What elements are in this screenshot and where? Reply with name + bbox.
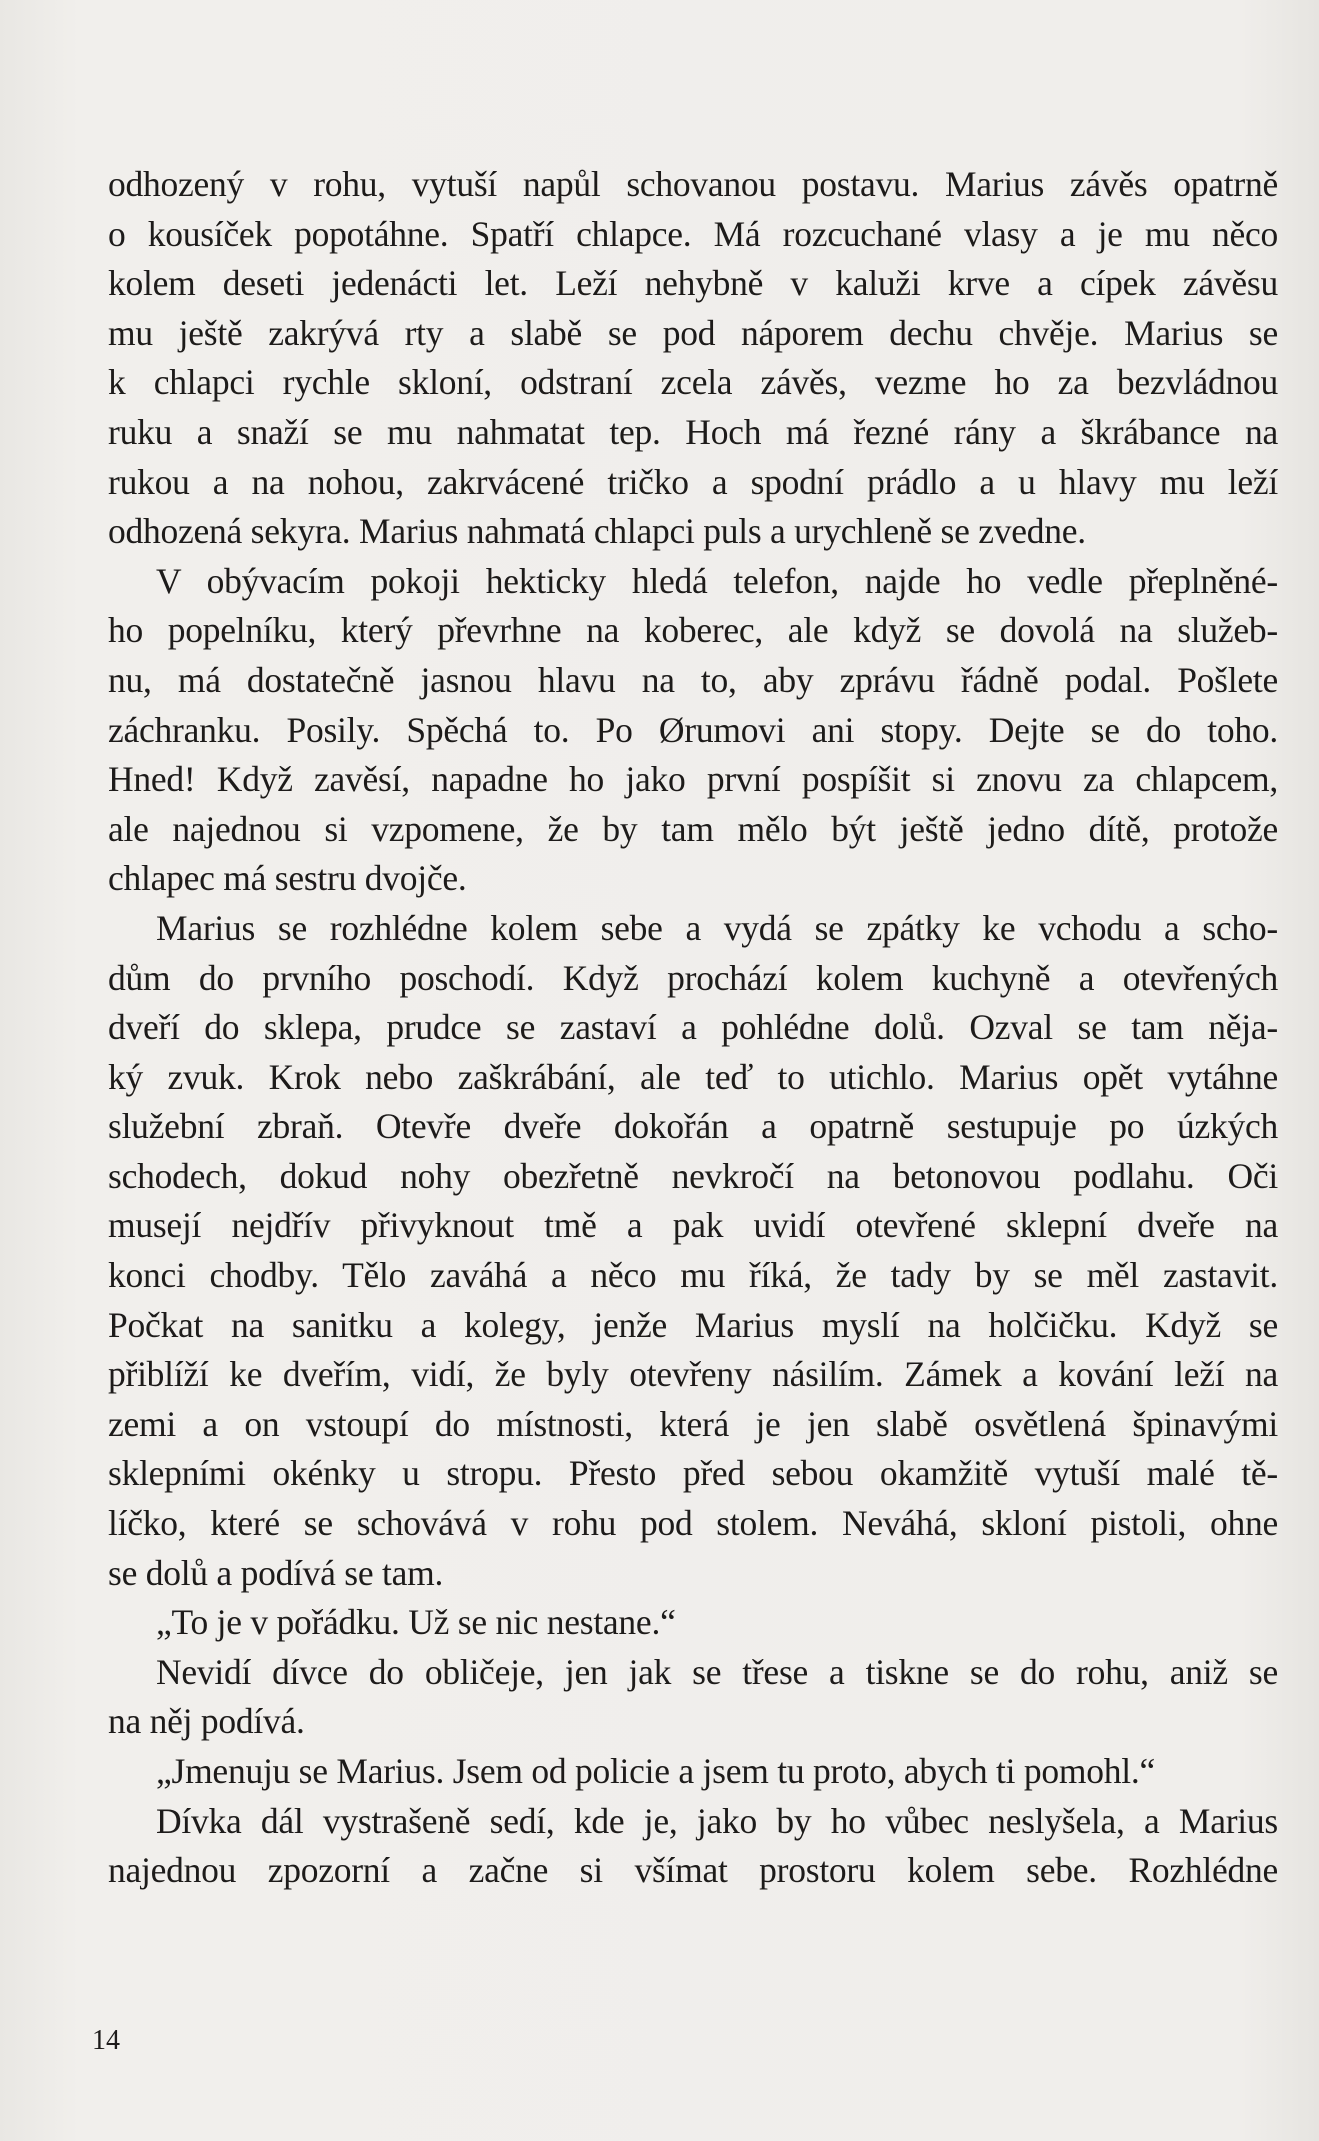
text-line: líčko, které se schovává v rohu pod stolem. Neváhá, skloní pistoli, ohne — [108, 1503, 1278, 1544]
text-line: Nevidí dívce do obličeje, jen jak se třese a tiskne se do rohu, aniž se — [156, 1651, 1278, 1692]
text-line: ruku a snaží se mu nahmatat tep. Hoch má řezné rány a škrábance na — [108, 411, 1278, 452]
page-number: 14 — [92, 2025, 120, 2056]
text-line: „To je v pořádku. Už se nic nestane.“ — [156, 1602, 676, 1643]
text-line: mu ještě zakrývá rty a slabě se pod náporem dechu chvěje. Marius se — [108, 312, 1278, 353]
text-line: schodech, dokud nohy obezřetně nevkročí na betonovou podlahu. Oči — [108, 1155, 1278, 1196]
paragraph — [108, 1797, 1278, 1896]
text-line: kolem deseti jedenácti let. Leží nehybně v kaluži krve a cípek závěsu — [108, 263, 1278, 304]
text-line: Hned! Když zavěsí, napadne ho jako první pospíšit si znovu za chlapcem, — [108, 759, 1278, 800]
text-line: k chlapci rychle skloní, odstraní zcela závěs, vezme ho za bezvládnou — [108, 362, 1278, 403]
text-line: na něj podívá. — [108, 1701, 305, 1742]
text-line: najednou zpozorní a začne si všímat prostoru kolem sebe. Rozhlédne — [108, 1850, 1278, 1891]
text-line: nu, má dostatečně jasnou hlavu na to, aby zprávu řádně podal. Pošlete — [108, 659, 1278, 700]
text-line: ký zvuk. Krok nebo zaškrábání, ale teď to utichlo. Marius opět vytáhne — [108, 1056, 1278, 1097]
paragraph — [108, 1648, 1278, 1747]
text-line: odhozená sekyra. Marius nahmatá chlapci puls a urychleně se zvedne. — [108, 511, 1086, 552]
text-line: chlapec má sestru dvojče. — [108, 858, 467, 899]
text-line: odhozený v rohu, vytuší napůl schovanou postavu. Marius závěs opatrně — [108, 164, 1278, 204]
text-line: ho popelníku, který převrhne na koberec, ale když se dovolá na služeb- — [108, 610, 1278, 651]
text-line: Počkat na sanitku a kolegy, jenže Marius myslí na holčičku. Když se — [108, 1304, 1278, 1345]
text-line: dům do prvního poschodí. Když prochází kolem kuchyně a otevřených — [108, 957, 1278, 998]
text-line: dveří do sklepa, prudce se zastaví a pohlédne dolů. Ozval se tam něja- — [108, 1007, 1278, 1048]
text-line: V obývacím pokoji hekticky hledá telefon, najde ho vedle přeplněné- — [156, 560, 1278, 601]
paragraph — [108, 557, 1278, 904]
text-line: Marius se rozhlédne kolem sebe a vydá se zpátky ke vchodu a scho- — [156, 907, 1278, 948]
text-line: zemi a on vstoupí do místnosti, která je jen slabě osvětlená špinavými — [108, 1403, 1278, 1444]
text-line: o kousíček popotáhne. Spatří chlapce. Má rozcuchané vlasy a je mu něco — [108, 213, 1278, 254]
text-line: ale najednou si vzpomene, že by tam mělo být ještě jedno dítě, protože — [108, 808, 1278, 849]
text-line: služební zbraň. Otevře dveře dokořán a opatrně sestupuje po úzkých — [108, 1106, 1278, 1147]
text-line: se dolů a podívá se tam. — [108, 1552, 444, 1593]
text-line: Dívka dál vystrašeně sedí, kde je, jako by ho vůbec neslyšela, a Marius — [156, 1800, 1278, 1841]
text-line: záchranku. Posily. Spěchá to. Po Ørumovi ani stopy. Dejte se do toho. — [108, 709, 1278, 750]
paragraph — [108, 1598, 1278, 1648]
paragraph — [108, 904, 1278, 1598]
text-line: rukou a na nohou, zakrvácené tričko a spodní prádlo a u hlavy mu leží — [108, 461, 1278, 502]
text-line: musejí nejdřív přivyknout tmě a pak uvidí otevřené sklepní dveře na — [108, 1205, 1278, 1246]
paragraph — [108, 160, 1278, 557]
text-line: sklepními okénky u stropu. Přesto před sebou okamžitě vytuší malé tě- — [108, 1453, 1278, 1494]
text-line: konci chodby. Tělo zaváhá a něco mu říká, že tady by se měl zastavit. — [108, 1255, 1278, 1296]
paragraph — [108, 1747, 1278, 1797]
text-line: přiblíží ke dveřím, vidí, že byly otevřeny násilím. Zámek a kování leží na — [108, 1354, 1278, 1395]
body-text — [108, 160, 1278, 1896]
text-line: „Jmenuju se Marius. Jsem od policie a jsem tu proto, abych ti pomohl.“ — [156, 1751, 1155, 1791]
